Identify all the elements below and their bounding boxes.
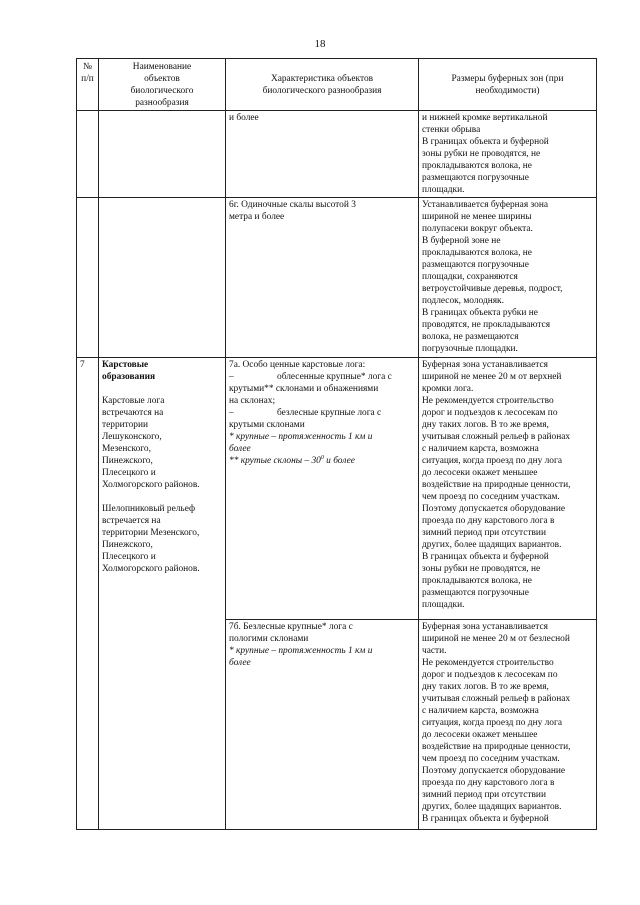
object-title <box>102 359 222 383</box>
text-line: полупасеки вокруг объекта. <box>422 224 533 234</box>
cell-characteristic <box>226 620 419 830</box>
list-item <box>229 371 415 383</box>
text-line: чем проезд по соседним участкам. <box>422 754 560 764</box>
text-line: шириной не менее 20 м от верхней <box>422 372 562 382</box>
text-line: более <box>229 658 251 668</box>
text-line: образования <box>102 372 156 382</box>
text-line: других, более щадящих вариантов. <box>422 540 562 550</box>
text-line: прокладываются волока, не <box>422 248 532 258</box>
text-line: Плесецкого и <box>102 468 156 478</box>
text-line: В границах объекта и буферной <box>422 552 549 562</box>
cell-num <box>77 358 99 830</box>
cell-buffer <box>419 198 597 358</box>
text-line: Поэтому допускается оборудование <box>422 504 566 514</box>
footnote-text: ** крутые склоны – 30 <box>229 456 321 466</box>
text-line: учитывая сложный рельеф в районах <box>422 432 571 442</box>
table-header-row <box>77 59 597 111</box>
shelopnik-description <box>102 503 222 575</box>
table-row <box>77 111 597 198</box>
text-line: шириной не менее ширины <box>422 212 532 222</box>
characteristic-text: и более <box>229 113 259 123</box>
list-item-continuation <box>229 383 415 407</box>
text-line: Карстовые <box>102 360 149 370</box>
text-line: В границах объекта и буферной <box>422 814 549 824</box>
text-line: Не рекомендуется строительство <box>422 658 554 668</box>
text-line: площадки. <box>422 185 465 195</box>
degree-sup: 0 <box>320 454 324 461</box>
text-line: территории Мезенского, <box>102 528 200 538</box>
row-number: 7 <box>80 360 85 370</box>
cell-buffer <box>419 111 597 198</box>
text-line: Мезенского, <box>102 444 151 454</box>
text-line: Шелопниковый рельеф <box>102 504 196 514</box>
cell-buffer <box>419 620 597 830</box>
text-line: площадки. <box>422 600 465 610</box>
page-number: 18 <box>314 38 326 50</box>
text-line: Пинежского, <box>102 456 153 466</box>
text-line: размещаются погрузочные <box>422 173 529 183</box>
karst-logs-description <box>102 395 222 491</box>
text-line: чем проезд по соседним участкам. <box>422 492 560 502</box>
header-num <box>77 59 99 111</box>
list-item <box>229 407 415 419</box>
list-dash: – <box>229 408 234 418</box>
text-line: с наличием карста, возможна <box>422 444 539 454</box>
text-line: дну таких логов. В то же время, <box>422 420 549 430</box>
cell-name <box>99 358 226 830</box>
text-line: воздействие на природные ценности, <box>422 480 571 490</box>
text-line: Наименование <box>132 62 192 72</box>
text-line: подлесок, молодняк. <box>422 296 504 306</box>
text-line: ситуация, когда проезд по дну лога <box>422 718 562 728</box>
header-buffer <box>419 59 597 111</box>
text-line: 6г. Одиночные скалы высотой 3 <box>229 200 356 210</box>
text-line: № <box>83 62 92 72</box>
text-line: кромки лога. <box>422 384 474 394</box>
text-line: п/п <box>81 74 94 84</box>
list-item-continuation <box>229 419 415 431</box>
text-line: до лесосеки окажет меньшее <box>422 730 538 740</box>
text-line: пологими склонами <box>229 634 309 644</box>
text-line: площадки, сохраняются <box>422 272 518 282</box>
text-line: Поэтому допускается оборудование <box>422 766 566 776</box>
cell-characteristic <box>226 358 419 620</box>
footnote-large <box>229 431 415 455</box>
text-line: объектов <box>144 74 180 84</box>
text-line: необходимости) <box>475 86 540 96</box>
text-line: воздействие на природные ценности, <box>422 742 571 752</box>
list-item-text: безлесные крупные лога с <box>277 408 382 418</box>
text-line: части. <box>422 646 447 656</box>
text-line: шириной не менее 20 м от безлесной <box>422 634 570 644</box>
text-line: зимний период при отсутствии <box>422 790 546 800</box>
table-row <box>77 198 597 358</box>
text-line: Холмогорского районов. <box>102 564 200 574</box>
text-line: биологического разнообразия <box>262 86 382 96</box>
text-line: встречается на <box>102 516 161 526</box>
text-line: территории <box>102 420 149 430</box>
text-line: Буферная зона устанавливается <box>422 622 548 632</box>
cell-buffer <box>419 358 597 620</box>
text-line: с наличием карста, возможна <box>422 706 539 716</box>
text-line: метра и более <box>229 212 285 222</box>
text-line: волока, не размещаются <box>422 332 519 342</box>
text-line: на склонах; <box>229 396 276 406</box>
text-line: Холмогорского районов. <box>102 480 200 490</box>
category-7b-title <box>229 621 415 645</box>
text-line: Размеры буферных зон (при <box>451 74 564 84</box>
text-line: до лесосеки окажет меньшее <box>422 468 538 478</box>
text-line: Лешуконского, <box>102 432 162 442</box>
cell-num <box>77 111 99 198</box>
text-line: ситуация, когда проезд по дну лога <box>422 456 562 466</box>
text-line: разнообразия <box>135 98 189 108</box>
table-row <box>77 358 597 620</box>
text-line: стенки обрыва <box>422 125 481 135</box>
text-line: зоны рубки не проводятся, не <box>422 149 541 159</box>
footnote-steep <box>229 455 415 467</box>
text-line: Не рекомендуется строительство <box>422 396 554 406</box>
category-7a-title: 7а. Особо ценные карстовые лога: <box>229 360 366 370</box>
text-line: * крупные – протяженность 1 км и <box>229 432 373 442</box>
text-line: других, более щадящих вариантов. <box>422 802 562 812</box>
text-line: * крупные – протяженность 1 км и <box>229 646 373 656</box>
cell-num <box>77 198 99 358</box>
text-line: В границах объекта и буферной <box>422 137 549 147</box>
text-line: размещаются погрузочные <box>422 260 529 270</box>
cell-characteristic <box>226 198 419 358</box>
text-line: дорог и подъездов к лесосекам по <box>422 670 558 680</box>
text-line: более <box>229 444 251 454</box>
text-line: Устанавливается буферная зона <box>422 200 549 210</box>
text-line: прокладываются волока, не <box>422 576 532 586</box>
text-line: Буферная зона устанавливается <box>422 360 548 370</box>
text-line: биологического <box>130 86 194 96</box>
text-line: В буферной зоне не <box>422 236 501 246</box>
text-line: проводятся, не прокладываются <box>422 320 551 330</box>
biodiversity-table <box>76 58 597 830</box>
text-line: размещаются погрузочные <box>422 588 529 598</box>
header-characteristic <box>226 59 419 111</box>
list-item-text: облесенные крупные* лога с <box>277 372 392 382</box>
text-line: крутыми** склонами и обнажениями <box>229 384 379 394</box>
text-line: проезда по дну карстового лога в <box>422 516 555 526</box>
text-line: погрузочные площадки. <box>422 344 518 354</box>
text-line: крутыми склонами <box>229 420 305 430</box>
text-line: Характеристика объектов <box>270 74 374 84</box>
text-line: 7б. Безлесные крупные* лога с <box>229 622 353 632</box>
text-line: прокладываются волока, не <box>422 161 532 171</box>
text-line: и нижней кромке вертикальной <box>422 113 548 123</box>
text-line: зимний период при отсутствии <box>422 528 546 538</box>
text-line: дну таких логов. В то же время, <box>422 682 549 692</box>
footnote-text-end: и более <box>323 456 355 466</box>
cell-name <box>99 198 226 358</box>
footnote-large <box>229 645 415 669</box>
text-line: учитывая сложный рельеф в районах <box>422 694 571 704</box>
text-line: Карстовые лога <box>102 396 165 406</box>
header-name <box>99 59 226 111</box>
text-line: В границах объекта рубки не <box>422 308 538 318</box>
cell-characteristic <box>226 111 419 198</box>
cell-name <box>99 111 226 198</box>
text-line: проезда по дну карстового лога в <box>422 778 555 788</box>
text-line: Плесецкого и <box>102 552 156 562</box>
list-dash: – <box>229 372 234 382</box>
text-line: Пинежского, <box>102 540 153 550</box>
text-line: дорог и подъездов к лесосекам по <box>422 408 558 418</box>
text-line: ветроустойчивые деревья, подрост, <box>422 284 563 294</box>
text-line: зоны рубки не проводятся, не <box>422 564 541 574</box>
text-line: встречаются на <box>102 408 164 418</box>
